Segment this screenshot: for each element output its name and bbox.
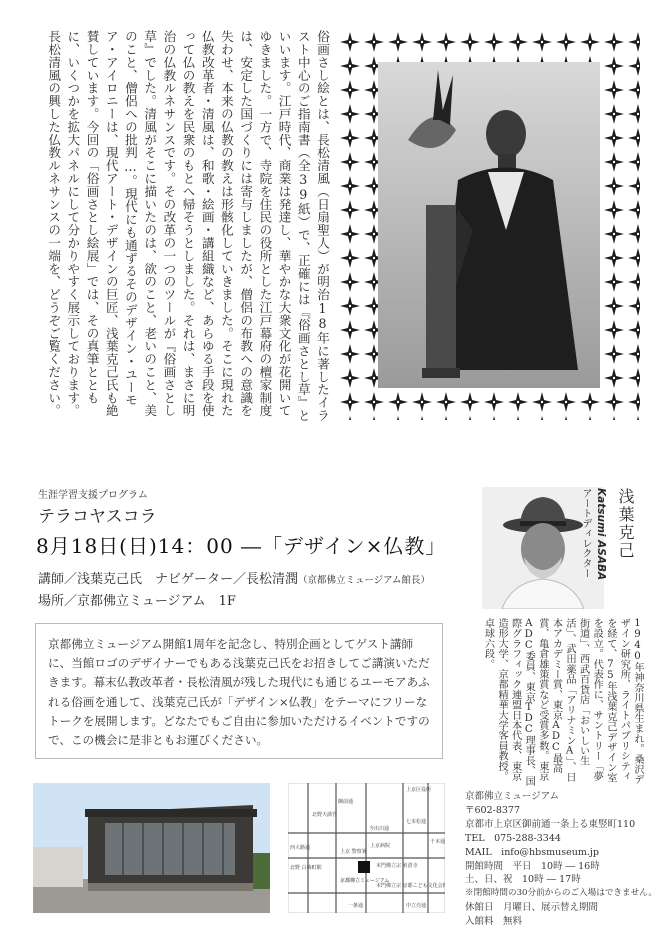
map-label-nakadachiuri: 中立売通: [406, 903, 427, 909]
map-label-honmon: 本門佛立宗 宥清寺: [376, 863, 418, 869]
event-date-title: 8月18日(日)14：00 ―「デザイン×仏教」: [36, 534, 447, 558]
map-label-police: 上京 警察署: [340, 849, 367, 855]
info-tel: TEL 075-288-3344: [465, 832, 561, 844]
profile-name: 浅葉克己: [616, 488, 635, 560]
profile-bio: 1940年神奈川県生まれ。桑沢デザイン研究所、ライトパブリシティを経て、75年浅葉克己デザイン室を設立。代表作に、サントリー「夢街道」、西武百貨店「おいしい生活」、武田薬品「アリナミンA」、日本アカデミー賞、東京ADC最高賞、亀倉雄策賞など受賞多数。東京ADC委員、東京TDC理事長、国際グラフィック連盟日本代表、東京造形大学、京都精華大学客員教授。卓球六段。: [482, 618, 643, 786]
venue-line: 場所／京都佛立ミュージアム 1F: [38, 594, 236, 609]
access-map: [288, 783, 445, 913]
lecturer-line: [38, 568, 430, 587]
announcement-box: [35, 623, 443, 759]
profile-name-roman: Katsumi ASABA: [595, 488, 607, 581]
museum-info: [465, 790, 655, 929]
lecturer-note: （京都佛立ミュージアム館長）: [298, 575, 430, 586]
info-postal: 〒602-8377: [465, 804, 521, 816]
intro-text: [28, 30, 332, 422]
info-hours-weekday: 開館時間 平日 10時 ― 16時: [465, 860, 600, 872]
map-label-museum: 京都佛立ミュージアム: [340, 878, 390, 884]
museum-building-photo: [33, 783, 270, 913]
program-name: テラコヤスコラ: [38, 507, 157, 527]
info-name: 京都佛立ミュージアム: [465, 791, 559, 802]
map-label-imadegawa: 今出川通: [369, 826, 390, 832]
intro-paragraph: 俗画さし絵とは、長松清風（日扇聖人）が明治18年に著したイラスト中心のご指南書（全39紙）で、正確には『俗画さとし草』といいます。江戸時代、商業は発達し、華やかな大衆文化が花開いてゆきました。一方で、寺院を住民の役所とした江戸幕府の檀家制度は、安定した国づくりには寄与しましたが、僧侶の布教への意識を失わせ、本来の仏教の教えは形骸化していきました。そこに現れた仏教改革者・清風は、和歌・絵画・講組織など、あらゆる手段を使って仏の教えを民衆のもとへ帰そうとしました。それは、まさに明治の仏教ルネサンスです。その改革の一つのツールが『俗画さとし草』でした。清風がそこに描いたのは、欲のこと、老いのこと、美のこと、僧侶への批判…。現代にも通ずるそのデザイン・ユーモア・アイロニーは、現代アート・デザインの巨匠、浅葉克己氏も絶賛しています。今回の「俗画さとし絵展」では、その真筆とともに、いくつかを拡大パネルにして分かりやすく展示しております。長松清風の興した仏教ルネサンスの一端を、どうぞご覧ください。: [46, 30, 330, 422]
map-label-kodomo: 本門佛立宗 京都こども文化会館: [376, 883, 445, 889]
lecturer-text: 講師／浅葉克己氏 ナビゲーター／長松清潤: [38, 572, 299, 587]
profile-role: アートディレクター: [580, 488, 591, 578]
info-address: 京都市上京区御前通一条上る東竪町110: [465, 818, 636, 830]
announcement-text: 京都佛立ミュージアム開館1周年を記念し、特別企画としてゲスト講師に、当館ロゴのデザイナーでもある浅葉克己氏をお招きしてご講演いただきます。幕末仏教改革者・長松清風が残した現代にも通じるユーモアあふれる俗画を通して、浅葉克己氏が「デザイン×仏教」をテーマにフリーなトークを展開します。どなたでもご自由に参加いただけるイベントですので、この機会に是非ともお運びください。: [48, 637, 430, 748]
info-note: ※閉館時間の30分前からのご入場はできません。: [465, 888, 657, 899]
map-label-ichijo: 一条通: [348, 903, 364, 909]
map-label-nishioji: 西大路通: [290, 845, 311, 851]
map-label-hospital: 上京病院: [370, 843, 391, 849]
map-label-gozen: 御前通: [338, 799, 354, 805]
map-label-senbon: 千本通: [430, 839, 445, 845]
info-closed: 休館日 月曜日、展示替え期間: [465, 902, 599, 914]
info-hours-weekend: 土、日、祝 10時 ― 17時: [465, 874, 581, 886]
monk-photograph: [338, 30, 640, 420]
museum-map-marker: [358, 861, 370, 873]
map-label-kamigyo-office: 上京区役所: [406, 787, 432, 793]
portrait-photo-frame: [338, 30, 640, 420]
program-label: 生涯学習支援プログラム: [38, 490, 148, 501]
map-label-hakubaicho: 北野 白梅町駅: [290, 865, 322, 871]
info-fee: 入館料 無料: [465, 916, 523, 928]
map-label-kitano: 北野天満宮: [312, 812, 338, 818]
info-mail[interactable]: MAIL info@hbsmuseum.jp: [465, 846, 599, 858]
map-label-shichihon: 七本松通: [406, 819, 427, 825]
